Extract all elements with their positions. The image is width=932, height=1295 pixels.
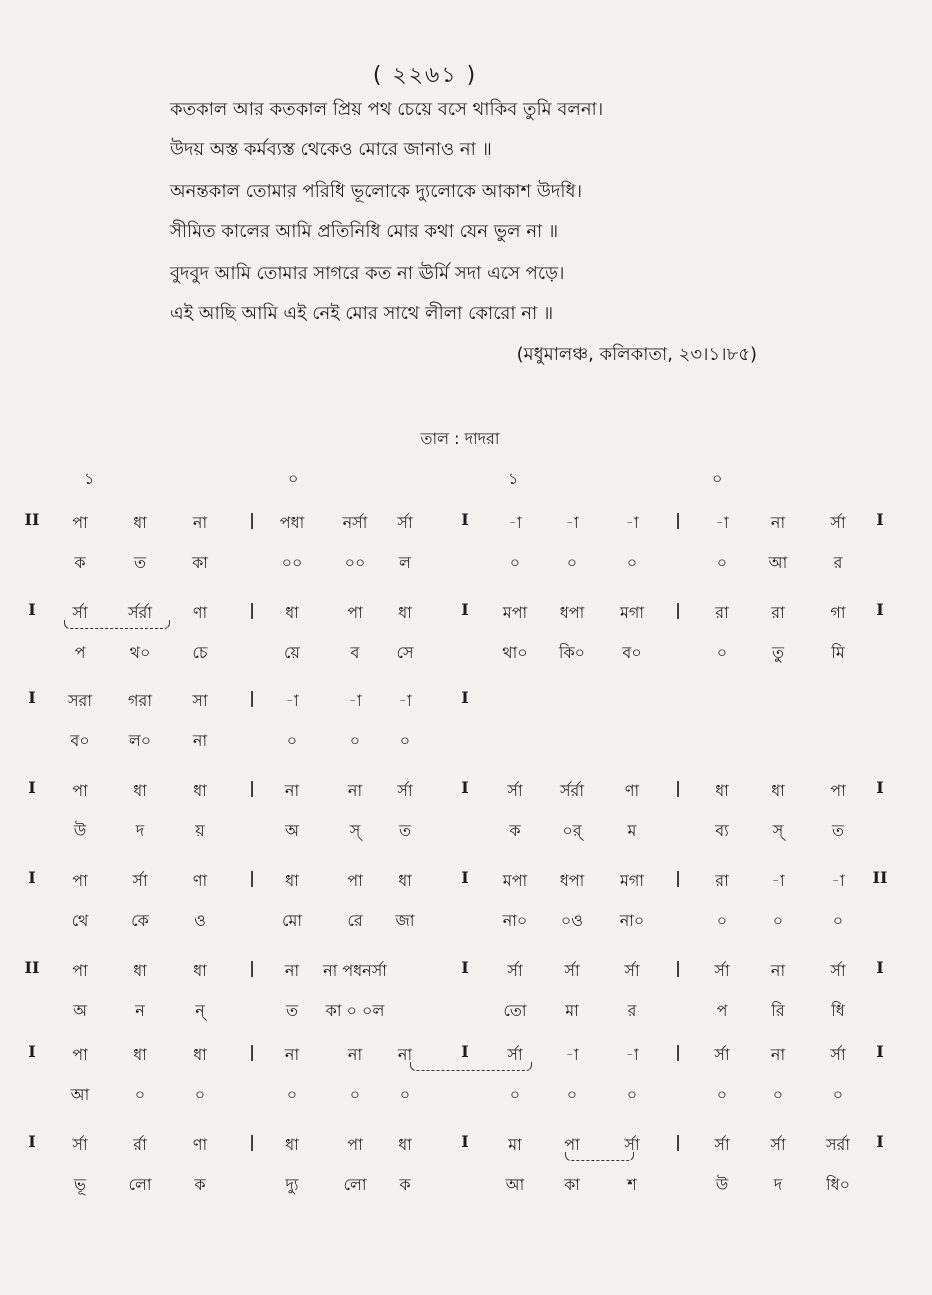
barline: I [461,958,469,977]
barline: | [249,1042,255,1061]
note-cell: ধা [193,1045,207,1064]
syllable-cell: থে [71,911,89,930]
note-cell: র্সা [830,1045,846,1064]
syllable-cell: ন্ [195,1001,205,1020]
note-cell: না [347,781,363,800]
note-cell: না [284,781,300,800]
syllable-cell: তো [503,1001,527,1020]
syllable-cell: ও [194,911,206,930]
note-cell: না [284,961,300,980]
note-cell: -া [771,871,785,890]
syllable-cell: লো [128,1175,152,1194]
note-cell: র্সা [72,1135,88,1154]
syllable-cell: দ [135,821,145,840]
barline: | [675,778,681,797]
barline: I [461,1132,469,1151]
syllable-cell: না০ [502,911,528,930]
slur-mark [565,1152,634,1161]
slur-mark [410,1062,532,1071]
note-cell: না [192,513,208,532]
note-cell: ণা [192,1135,208,1154]
note-cell: র্সা [564,961,580,980]
syllable-cell: ভূ [74,1175,86,1194]
syllable-cell: ন [135,1001,145,1020]
note-cell: মগা [619,871,645,890]
syllable-cell: রি [771,1001,785,1020]
barline: I [876,778,884,797]
note-cell: র্সর্রা [559,781,585,800]
syllable-cell: উ [73,821,87,840]
syllable-cell: দ [773,1175,783,1194]
taal-heading: তাল : দাদরা [420,429,500,448]
syllable-cell: র [627,1001,637,1020]
syllable-cell: ০ [566,553,578,572]
barline: I [876,510,884,529]
barline: I [461,688,469,707]
note-cell: পা [72,871,88,890]
note-cell: পা [347,603,363,622]
note-cell: পা [564,1135,580,1154]
lyric-line-1: কতকাল আর কতকাল প্রিয় পথ চেয়ে বসে থাকিব তুমি বলনা। [170,99,604,120]
barline: I [28,600,36,619]
barline: | [249,510,255,529]
syllable-cell: ০ [566,1085,578,1104]
note-cell: না [770,513,786,532]
note-cell: নর্সা [342,513,368,532]
barline: | [249,868,255,887]
syllable-cell: না০ [619,911,645,930]
syllable-cell: রে [347,911,363,930]
syllable-cell: ত [398,821,412,840]
note-cell: পা [347,871,363,890]
syllable-cell: ধি [831,1001,845,1020]
syllable-cell: ত [285,1001,299,1020]
barline: | [249,1132,255,1151]
note-cell: ধা [398,1135,412,1154]
barline: | [249,688,255,707]
syllable-cell: লো [343,1175,367,1194]
syllable-cell: ০ [626,1085,638,1104]
barline: I [28,868,36,887]
syllable-cell: ল [399,553,411,572]
syllable-cell: কে [131,911,149,930]
syllable-cell: ০ [286,1085,298,1104]
beat-mark: ১ [84,469,95,488]
barline: | [675,1042,681,1061]
note-cell: মা [508,1135,522,1154]
beat-mark: ০ [712,469,723,488]
note-cell: র্সা [397,781,413,800]
note-cell: পা [72,961,88,980]
note-cell: ধা [285,603,299,622]
note-cell: রা [715,871,729,890]
barline: I [876,958,884,977]
syllable-cell: আ [768,553,788,572]
note-cell: ণা [624,781,640,800]
syllable-cell: কা ০ ০ল [325,1001,385,1020]
syllable-cell: ব্য [715,821,729,840]
syllable-cell: কা [564,1175,580,1194]
note-cell: -া [348,691,362,710]
barline: II [24,958,40,977]
note-cell: র্সা [830,961,846,980]
note-cell: মপা [502,871,528,890]
note-cell: -া [625,513,639,532]
barline: I [28,1132,36,1151]
syllable-cell: ব [350,643,360,662]
syllable-cell: অ [73,1001,87,1020]
barline: I [461,778,469,797]
syllable-cell: ০ [772,1085,784,1104]
syllable-cell: ত [133,553,147,572]
note-cell: সর্রা [825,1135,851,1154]
syllable-cell: দ্যু [285,1175,299,1194]
syllable-cell: ব০ [70,731,90,750]
note-cell: -া [831,871,845,890]
syllable-cell: য়ে [284,643,300,662]
note-cell: মগা [619,603,645,622]
syllable-cell: ০ [399,731,411,750]
syllable-cell: স্ [772,821,784,840]
note-cell: না [770,961,786,980]
lyric-line-6: এই আছি আমি এই নেই মোর সাথে লীলা কোরো না ॥ [170,303,554,324]
syllable-cell: মি [831,643,845,662]
syllable-cell: ক [194,1175,206,1194]
syllable-cell: ব০ [622,643,642,662]
note-cell: র্সা [507,781,523,800]
barline: | [249,958,255,977]
syllable-cell: ০ [832,911,844,930]
syllable-cell: ০০ [281,553,303,572]
syllable-cell: ধি০ [826,1175,850,1194]
note-cell: ধপা [559,603,585,622]
note-cell: সরা [67,691,93,710]
syllable-cell: ক [399,1175,411,1194]
note-cell: র্সা [714,961,730,980]
lyric-line-5: বুদবুদ আমি তোমার সাগরে কত না ঊর্মি সদা এসে পড়ে। [170,263,565,284]
note-cell: পা [72,781,88,800]
syllable-cell: ০ [716,553,728,572]
syllable-cell: ০ [349,1085,361,1104]
note-cell: -া [715,513,729,532]
syllable-cell: শ [627,1175,637,1194]
syllable-cell: ০০ [344,553,366,572]
beat-mark: ০ [288,469,299,488]
note-cell: র্সা [624,961,640,980]
syllable-cell: কি০ [558,643,586,662]
syllable-cell: না [192,731,208,750]
note-cell: ধা [285,1135,299,1154]
note-cell: ধা [398,603,412,622]
syllable-cell: কা [192,553,208,572]
note-cell: ধা [193,781,207,800]
barline: I [461,1042,469,1061]
note-cell: না পধনর্সা [323,961,387,980]
syllable-cell: তু [771,643,785,662]
syllable-cell: অ [285,821,299,840]
syllable-cell: ০ [716,911,728,930]
source-citation: (মধুমালঞ্চ, কলিকাতা, ২৩।১।৮৫) [516,344,757,365]
note-cell: গরা [128,691,152,710]
note-cell: র্সা [132,871,148,890]
lyric-line-4: সীমিত কালের আমি প্রতিনিধি মোর কথা যেন ভুল না ॥ [170,221,559,242]
syllable-cell: ক [509,821,521,840]
note-cell: -া [398,691,412,710]
syllable-cell: ম [627,821,637,840]
barline: I [28,1042,36,1061]
syllable-cell: ০র্ [562,821,582,840]
lyric-line-3: অনন্তকাল তোমার পরিধি ভূলোকে দ্যুলোকে আকাশ উদধি। [170,181,583,202]
note-cell: র্সা [72,603,88,622]
note-cell: র্সা [714,1135,730,1154]
barline: | [675,510,681,529]
note-cell: রা [715,603,729,622]
note-cell: সা [192,691,208,710]
syllable-cell: র [833,553,843,572]
note-cell: -া [625,1045,639,1064]
note-cell: র্সা [830,513,846,532]
note-cell: ধা [771,781,785,800]
note-cell: র্সা [507,1045,523,1064]
barline: | [675,600,681,619]
note-cell: র্সর্রা [127,603,153,622]
note-cell: ধা [133,513,147,532]
syllable-cell: প [716,1001,728,1020]
note-cell: র্সা [624,1135,640,1154]
syllable-cell: চে [192,643,208,662]
barline: I [461,868,469,887]
note-cell: ণা [192,603,208,622]
note-cell: ধা [398,871,412,890]
note-cell: না [347,1045,363,1064]
syllable-cell: ০ [626,553,638,572]
syllable-cell: য় [195,821,205,840]
syllable-cell: উ [715,1175,729,1194]
note-cell: -া [565,1045,579,1064]
beat-mark: ১ [508,469,519,488]
note-cell: ধা [193,961,207,980]
barline: I [876,1132,884,1151]
syllable-cell: ক [74,553,86,572]
barline: I [876,1042,884,1061]
note-cell: পধা [279,513,305,532]
page-number: ( ২২৬১ ) [372,63,478,88]
barline: I [461,510,469,529]
note-cell: ণা [192,871,208,890]
barline: II [872,868,888,887]
note-cell: রা [771,603,785,622]
syllable-cell: মো [281,911,303,930]
lyric-line-2: উদয় অস্ত কর্মব্যস্ত থেকেও মোরে জানাও না ॥ [170,139,492,160]
note-cell: না [397,1045,413,1064]
beat-marks-row [0,466,932,486]
syllable-cell: ০ [716,1085,728,1104]
note-cell: গা [830,603,846,622]
syllable-cell: আ [70,1085,90,1104]
barline: | [249,778,255,797]
note-cell: ধা [133,781,147,800]
syllable-cell: সে [396,643,414,662]
note-cell: র্রা [133,1135,147,1154]
note-cell: র্সা [714,1045,730,1064]
barline: | [675,958,681,977]
barline: | [249,600,255,619]
note-cell: -া [565,513,579,532]
barline: I [876,600,884,619]
barline: I [461,600,469,619]
syllable-cell: ০ [399,1085,411,1104]
barline: | [675,1132,681,1151]
note-cell: না [770,1045,786,1064]
note-cell: র্সা [507,961,523,980]
note-cell: ধা [133,1045,147,1064]
note-cell: -া [285,691,299,710]
syllable-cell: স্ [349,821,361,840]
syllable-cell: ০ [509,1085,521,1104]
syllable-cell: ০ [194,1085,206,1104]
syllable-cell: ০ [832,1085,844,1104]
note-cell: -া [508,513,522,532]
note-cell: পা [72,513,88,532]
syllable-cell: জা [395,911,415,930]
note-cell: পা [72,1045,88,1064]
note-cell: পা [347,1135,363,1154]
note-cell: র্সা [770,1135,786,1154]
syllable-cell: ০ [509,553,521,572]
note-cell: র্সা [397,513,413,532]
syllable-cell: ০ [134,1085,146,1104]
note-cell: ধা [133,961,147,980]
note-cell: পা [830,781,846,800]
syllable-cell: ০ [286,731,298,750]
syllable-cell: ০ও [560,911,584,930]
syllable-cell: আ [505,1175,525,1194]
syllable-cell: ল০ [128,731,152,750]
syllable-cell: ত [831,821,845,840]
syllable-cell: ০ [349,731,361,750]
syllable-cell: ০ [716,643,728,662]
syllable-cell: থা০ [502,643,528,662]
barline: I [28,688,36,707]
note-cell: না [284,1045,300,1064]
barline: II [24,510,40,529]
syllable-cell: প [74,643,86,662]
syllable-cell: ০ [772,911,784,930]
syllable-cell: মা [565,1001,579,1020]
note-cell: ধা [715,781,729,800]
note-cell: ধা [285,871,299,890]
syllable-cell: থ০ [129,643,151,662]
note-cell: মপা [502,603,528,622]
barline: | [675,868,681,887]
barline: I [28,778,36,797]
note-cell: ধপা [559,871,585,890]
slur-mark [64,620,170,629]
